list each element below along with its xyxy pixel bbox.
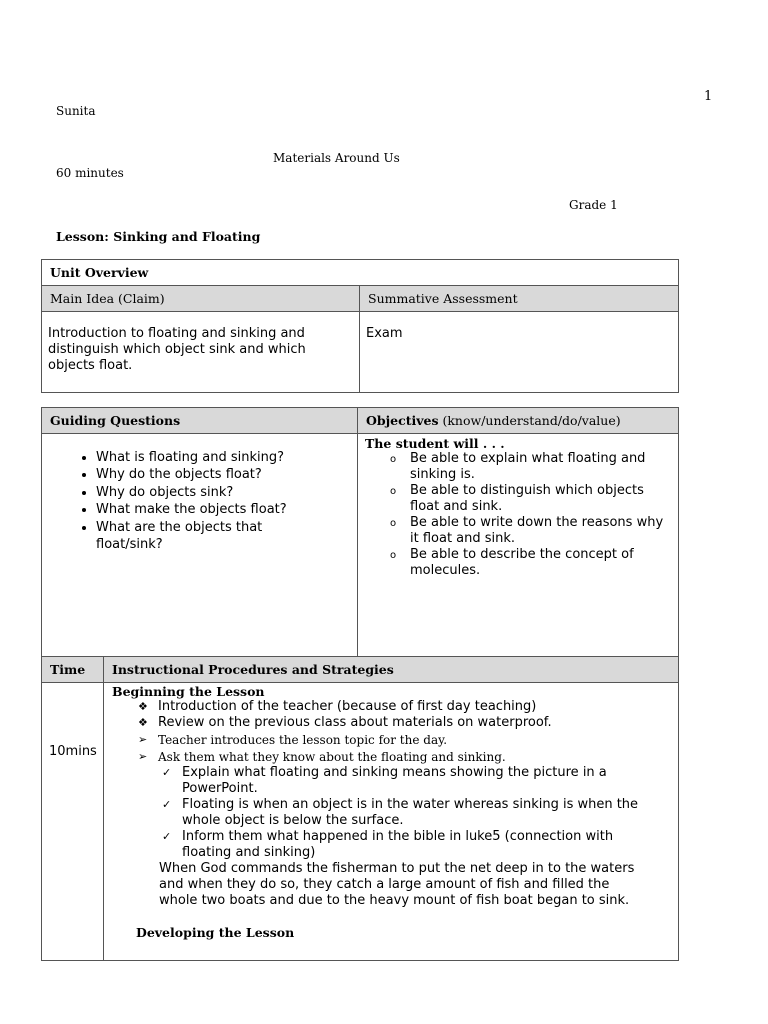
diamond-bullet-icon: ❖ (138, 716, 148, 729)
author-name: Sunita (56, 104, 96, 118)
list-item: • What is floating and sinking? (96, 449, 317, 466)
objectives-heading-line (358, 408, 678, 432)
developing-heading: Developing the Lesson (136, 925, 295, 940)
unit-title: Materials Around Us (273, 151, 400, 165)
check-icon: ✓ (162, 830, 172, 843)
main-idea-header-cell (42, 286, 360, 312)
lesson-duration: 60 minutes (56, 166, 124, 180)
time-value: 10mins (49, 744, 97, 759)
list-item: o Be able to explain what floating and sinking is. (390, 451, 646, 482)
objectives-heading: Objectives (366, 413, 439, 428)
time-header-cell (42, 657, 104, 683)
procedures-cell (104, 683, 679, 961)
unit-overview-heading: Unit Overview (50, 265, 149, 280)
time-heading: Time (50, 662, 86, 677)
time-cell (42, 683, 104, 961)
list-item: ❖ Introduction of the teacher (because of first day teaching) (138, 699, 537, 714)
list-item: ➢ Ask them what they know about the floating and sinking. (138, 750, 506, 764)
diamond-bullet-icon: ❖ (138, 700, 148, 713)
circle-bullet-icon: o (390, 518, 397, 529)
main-idea-text: Introduction to floating and sinking and distinguish which object sink and which objects float. (48, 326, 306, 373)
guiding-table (41, 407, 679, 657)
list-item: • Why do objects sink? (96, 484, 317, 501)
arrow-bullet-icon: ➢ (138, 750, 148, 763)
guiding-questions-list (42, 434, 357, 553)
guiding-questions-cell (42, 434, 358, 657)
circle-bullet-icon: o (390, 454, 397, 465)
page-number: 1 (704, 89, 713, 104)
story-paragraph: When God commands the fisherman to put the net deep in to the waters and when they do so, they catch a large amount of fish and filled the whole two boats and due to the heavy mount of fish boat began to sink. (159, 861, 635, 908)
guiding-heading: Guiding Questions (50, 413, 181, 428)
summative-header-cell (360, 286, 679, 312)
check-icon: ✓ (162, 766, 172, 779)
beginning-heading: Beginning the Lesson (112, 684, 265, 699)
unit-overview-header (42, 260, 679, 286)
summative-cell (360, 312, 679, 393)
procedures-table (41, 656, 679, 961)
circle-bullet-icon: o (390, 486, 397, 497)
circle-bullet-icon: o (390, 550, 397, 561)
student-will: The student will . . . (365, 436, 505, 451)
list-item: o Be able to describe the concept of molecules. (390, 547, 634, 578)
procedures-heading: Instructional Procedures and Strategies (112, 662, 394, 677)
summative-label: Summative Assessment (368, 291, 518, 306)
procedures-header-cell (104, 657, 679, 683)
procedures-content (104, 683, 678, 940)
list-item: ✓ Explain what floating and sinking means showing the picture in a PowerPoint. (162, 765, 607, 796)
unit-overview-table (41, 259, 679, 393)
list-item: • What are the objects that float/sink? (96, 519, 317, 554)
check-icon: ✓ (162, 798, 172, 811)
list-item: • What make the objects float? (96, 501, 317, 518)
objectives-cell (358, 434, 679, 657)
grade-level: Grade 1 (569, 198, 618, 212)
guiding-header-cell (42, 408, 358, 434)
main-idea-label: Main Idea (Claim) (50, 291, 165, 306)
objectives-header-cell (358, 408, 679, 434)
main-idea-cell (42, 312, 360, 393)
objectives-subheading: (know/understand/do/value) (438, 413, 621, 428)
list-item: o Be able to write down the reasons why it float and sink. (390, 515, 664, 546)
lesson-title: Lesson: Sinking and Floating (56, 229, 261, 244)
objectives-list (358, 451, 678, 579)
list-item: o Be able to distinguish which objects float and sink. (390, 483, 644, 514)
list-item: ❖ Review on the previous class about materials on waterproof. (138, 715, 552, 730)
list-item: • Why do the objects float? (96, 466, 317, 483)
arrow-bullet-icon: ➢ (138, 733, 148, 746)
summative-text: Exam (366, 326, 403, 341)
list-item: ✓ Floating is when an object is in the water whereas sinking is when the whole object is below the surface. (162, 797, 639, 828)
list-item: ➢ Teacher introduces the lesson topic for the day. (138, 733, 448, 747)
list-item: ✓ Inform them what happened in the bible in luke5 (connection with floating and sinking) (162, 829, 614, 860)
